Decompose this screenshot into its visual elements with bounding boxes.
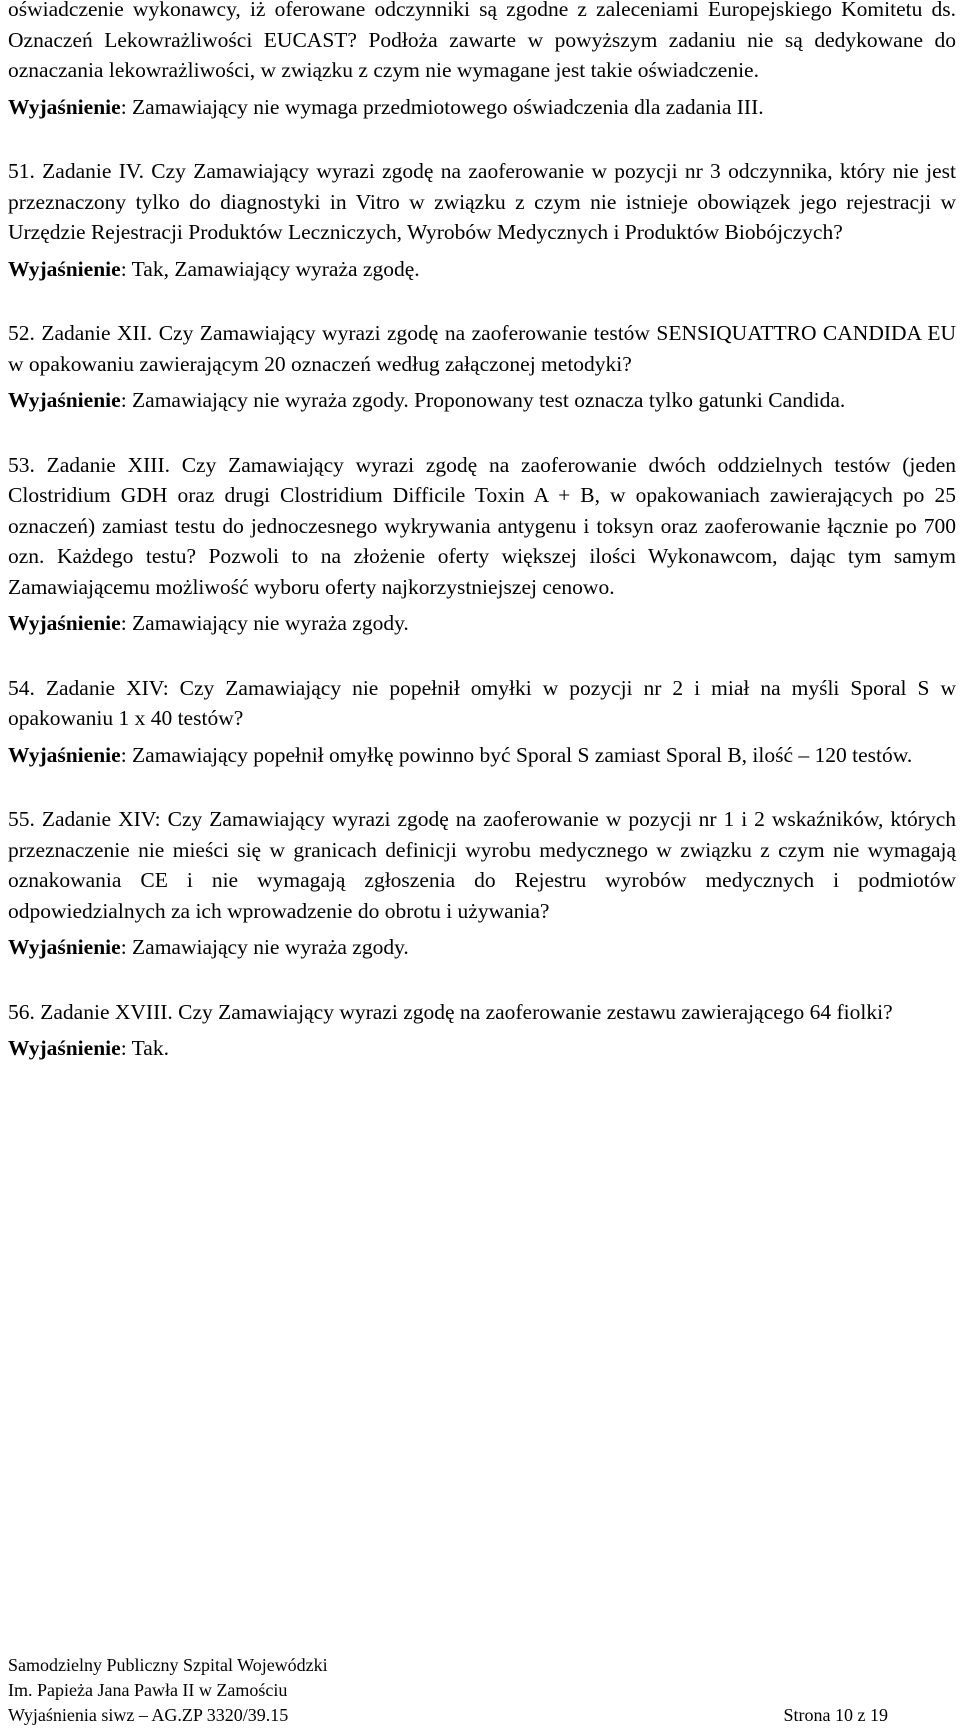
page-number: Strona 10 z 19 — [783, 1705, 888, 1725]
explanation-53 — [8, 608, 956, 639]
intro-paragraph: oświadczenie wykonawcy, iż oferowane odczynniki są zgodne z zaleceniami Europejskiego Komitetu ds. Oznaczeń Lekowrażliwości EUCAST? Podłoża zawarte w powyższym zadaniu nie są dedykowane do oznaczania lekowrażliwości, w związku z czym nie wymagane jest takie oświadczenie. — [8, 0, 956, 82]
explanation-54 — [8, 740, 956, 771]
footer-institution-name: Im. Papieża Jana Pawła II w Zamościu — [8, 1680, 288, 1700]
explanation-51 — [8, 254, 956, 285]
explanation-label: Wyjaśnienie — [8, 1036, 121, 1060]
explanation-label: Wyjaśnienie — [8, 742, 121, 767]
explanation-text: : Tak. — [120, 1036, 169, 1060]
explanation-text: : Zamawiający popełnił omyłkę powinno być Sporal S zamiast Sporal B, ilość – 120 testów. — [120, 742, 913, 767]
footer-institution: Samodzielny Publiczny Szpital Wojewódzki — [8, 1655, 328, 1675]
question-52: 52. Zadanie XII. Czy Zamawiający wyrazi zgodę na zaoferowanie testów SENSIQUATTRO CANDIDA EU w opakowaniu zawierającym 20 oznaczeń według załączonej metodyki? — [8, 321, 956, 376]
explanation-label: Wyjaśnienie — [8, 94, 121, 119]
explanation-text: : Zamawiający nie wymaga przedmiotowego oświadczenia dla zadania III. — [120, 94, 764, 119]
footer-reference: Wyjaśnienia siwz – AG.ZP 3320/39.15 — [8, 1705, 289, 1725]
intro-explanation — [8, 92, 956, 123]
explanation-label: Wyjaśnienie — [8, 611, 121, 635]
explanation-56 — [8, 1033, 956, 1064]
explanation-text: : Zamawiający nie wyraża zgody. — [120, 935, 409, 959]
explanation-label: Wyjaśnienie — [8, 388, 121, 412]
question-51: 51. Zadanie IV. Czy Zamawiający wyrazi zgodę na zaoferowanie w pozycji nr 3 odczynnika, który nie jest przeznaczony tylko do diagnostyki in Vitro w związku z czym nie istnieje obowiązek jego rejestracji w Urzędzie Rejestracji Produktów Leczniczych, Wyrobów Medycznych i Produktów Biobójczych? — [8, 159, 956, 244]
explanation-text: : Zamawiający nie wyraża zgody. Proponowany test oznacza tylko gatunki Candida. — [120, 388, 846, 412]
explanation-text: : Tak, Zamawiający wyraża zgodę. — [120, 256, 420, 281]
explanation-text: : Zamawiający nie wyraża zgody. — [120, 611, 409, 635]
explanation-label: Wyjaśnienie — [8, 256, 121, 281]
page-footer — [8, 1653, 888, 1728]
question-54: 54. Zadanie XIV: Czy Zamawiający nie popełnił omyłki w pozycji nr 2 i miał na myśli Sporal S w opakowaniu 1 x 40 testów? — [8, 675, 956, 730]
explanation-label: Wyjaśnienie — [8, 935, 121, 959]
document-page — [8, 0, 956, 1064]
explanation-52 — [8, 385, 956, 416]
question-56: 56. Zadanie XVIII. Czy Zamawiający wyrazi zgodę na zaoferowanie zestawu zawierającego 64 fiolki? — [8, 999, 893, 1024]
question-53: 53. Zadanie XIII. Czy Zamawiający wyrazi zgodę na zaoferowanie dwóch oddzielnych testów (jeden Clostridium GDH oraz drugi Clostridium Difficile Toxin A + B, w opakowaniach zawierających po 25 oznaczeń) zamiast testu do jednoczesnego wykrywania antygenu i toksyn oraz zaoferowanie łącznie po 700 ozn. Każdego testu? Pozwoli to na złożenie oferty większej ilości Wykonawcom, dając tym samym Zamawiającemu możliwość wyboru oferty najkorzystniejszej cenowo. — [8, 452, 956, 599]
footer-reference-line — [8, 1703, 888, 1728]
explanation-55 — [8, 932, 956, 963]
question-55: 55. Zadanie XIV: Czy Zamawiający wyrazi zgodę na zaoferowanie w pozycji nr 1 i 2 wskaźników, których przeznaczenie nie mieści się w granicach definicji wyrobu medycznego w związku z czym nie wymagają oznakowania CE i nie wymagają zgłoszenia do Rejestru wyrobów medycznych i podmiotów odpowiedzialnych za ich wprowadzenie do obrotu i używania? — [8, 807, 956, 923]
